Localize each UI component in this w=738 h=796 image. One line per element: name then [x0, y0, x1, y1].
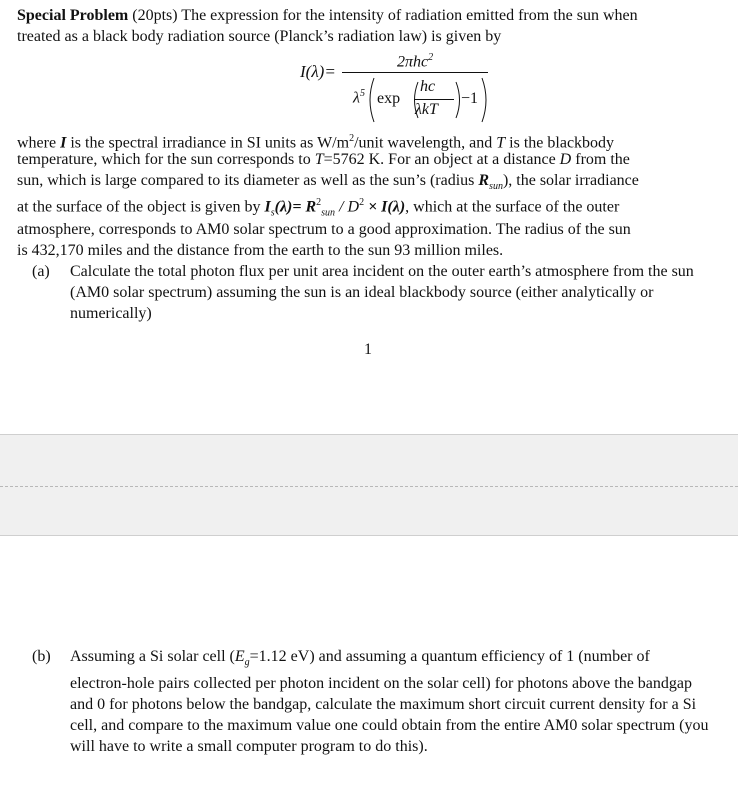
part-a-text: Calculate the total photon flux per unit area incident on the outer earth’s atmosphere from the sun (AM0 solar spectrum) assuming the sun is an ideal blackbody source (either analytically or numerically): [70, 263, 694, 322]
equation-numerator: 2πhc$^2$: [397, 52, 434, 71]
part-b-text: Assuming a Si solar cell ($E_g=1.12$ eV) and assuming a quantum efficiency of 1 (number of electron-hole pairs collected per photon incident on the solar cell) for photons above the bandgap and 0 for photons below the bandgap, calculate the maximum short circuit current density for a Si cell, and compare to the maximum value one could obtain from the entire AM0 solar spectrum (you will have to write a small computer program to do this).: [70, 648, 709, 756]
equation-inner-denominator: λkT: [415, 101, 438, 118]
problem-title: Special Problem: [17, 7, 129, 24]
body-line-3: sun, which is large compared to its diameter as well as the sun’s (radius $R_{sun}$), the solar irradiance: [17, 172, 639, 193]
body-line-2: temperature, which for the sun corresponds to T=5762 K. For an object at a distance D from the: [17, 151, 630, 168]
body-line-6: is 432,170 miles and the distance from the earth to the sun 93 million miles.: [17, 242, 504, 259]
problem-points: (20pts): [132, 7, 178, 24]
intro-text-1: The expression for the intensity of radiation emitted from the sun when: [181, 7, 638, 24]
fraction-bar: [342, 72, 488, 73]
equation-lambda: $\lambda^5$: [353, 88, 365, 107]
intro-text-2: treated as a black body radiation source (Planck’s radiation law) is given by: [17, 28, 502, 45]
page-break-band: [0, 435, 738, 535]
page-break-dashed-line: [0, 486, 738, 487]
equation-lhs: I(λ)=: [300, 62, 336, 81]
equation-inner-numerator: hc: [420, 78, 436, 95]
page-break-bottom-rule: [0, 535, 738, 536]
body-line-1: where I is the spectral irradiance in SI units as $W/m^2$/unit wavelength, and T is the blackbody: [17, 133, 615, 152]
page-number: 1: [364, 341, 372, 358]
body-line-5: atmosphere, corresponds to AM0 solar spectrum to a good approximation. The radius of the sun: [17, 221, 631, 238]
equation-minus-one: −1: [461, 90, 479, 107]
part-b-label: (b): [32, 648, 51, 665]
inner-fraction-bar: [414, 99, 454, 100]
intro-line-1: [17, 5, 638, 26]
body-line-4: at the surface of the object is given by $I_s(\lambda)= R^2_{sun} / D^2 \times I(\lambda)$, which at the surface of the outer: [17, 197, 620, 219]
intro-line-2: [17, 26, 501, 47]
equation-exp: exp: [377, 90, 401, 107]
part-a-label: (a): [32, 263, 50, 280]
